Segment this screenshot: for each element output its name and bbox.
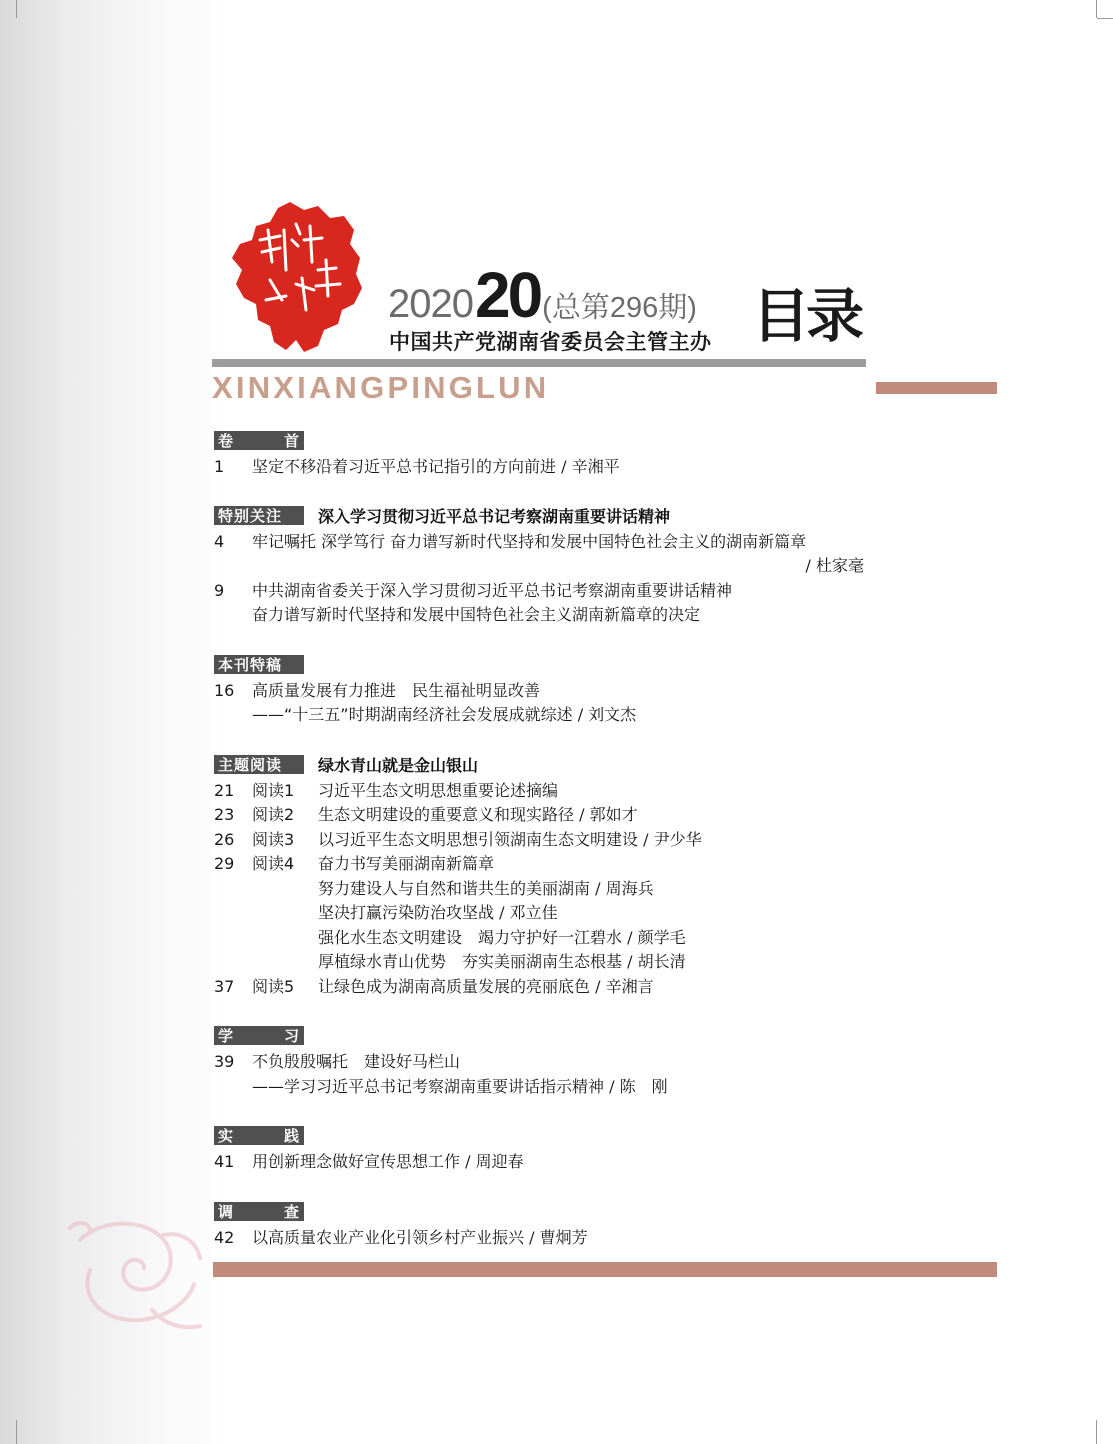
section-juanshou bbox=[214, 430, 914, 480]
issue-number: 20 bbox=[474, 259, 541, 331]
toc-entry[interactable] bbox=[214, 1226, 914, 1251]
section-tag bbox=[214, 1026, 304, 1045]
entry-title: 牢记嘱托 深学笃行 奋力谱写新时代坚持和发展中国特色社会主义的湖南新篇章 bbox=[252, 531, 807, 551]
sub-entry-title: 坚决打赢污染防治攻坚战 bbox=[318, 903, 495, 922]
entry-author: / 颜学毛 bbox=[627, 927, 686, 947]
page-number: 21 bbox=[214, 780, 235, 800]
sub-entry-title: 努力建设人与自然和谐共生的美丽湖南 bbox=[318, 878, 591, 898]
entry-title: 奋力书写美丽湖南新篇章 bbox=[318, 854, 495, 873]
crop-mark-tl bbox=[16, 0, 17, 18]
toc-entry[interactable] bbox=[214, 679, 914, 704]
entry-title: 不负殷殷嘱托 建设好马栏山 bbox=[252, 1052, 461, 1071]
magazine-logo bbox=[226, 200, 366, 360]
tag-char: 首 bbox=[283, 432, 300, 450]
entry-author: / 辛湘言 bbox=[595, 976, 654, 996]
entry-author: / 杜家毫 bbox=[805, 556, 864, 575]
section-shijian bbox=[214, 1125, 914, 1175]
toc-entry[interactable] bbox=[214, 579, 914, 604]
entry-title: 坚定不移沿着习近平总书记指引的方向前进 bbox=[252, 457, 557, 476]
entry-author: / 胡长清 bbox=[627, 952, 686, 971]
toc-entry[interactable] bbox=[214, 828, 914, 853]
tag-char: 调 bbox=[218, 1202, 235, 1221]
sub-entry[interactable] bbox=[214, 877, 914, 902]
page-number: 9 bbox=[214, 580, 225, 600]
section-tag: 主题阅读 bbox=[214, 755, 304, 774]
issue-line bbox=[388, 258, 697, 331]
reading-label: 阅读2 bbox=[252, 805, 295, 824]
section-tag: 特别关注 bbox=[214, 506, 304, 525]
section-zhuti bbox=[214, 754, 914, 1000]
crop-mark-tr bbox=[1096, 0, 1097, 18]
toc-entry[interactable] bbox=[214, 1050, 914, 1075]
entry-subtitle: ——“十三五”时期湖南经济社会发展成就综述 bbox=[252, 705, 573, 724]
sponsor-line: 中国共产党湖南省委员会主管主办 bbox=[389, 329, 712, 354]
page-number: 37 bbox=[214, 976, 235, 996]
header-rule bbox=[212, 359, 866, 367]
section-tag bbox=[214, 1202, 304, 1221]
sub-entry[interactable] bbox=[214, 901, 914, 926]
tag-char: 实 bbox=[218, 1127, 235, 1145]
page-number: 26 bbox=[214, 829, 235, 849]
entry-author: / 辛湘平 bbox=[561, 457, 620, 476]
toc-entry[interactable] bbox=[214, 779, 914, 804]
toc-entry[interactable] bbox=[214, 803, 914, 828]
reading-label: 阅读4 bbox=[252, 854, 295, 873]
tag-char: 查 bbox=[283, 1202, 300, 1221]
page-number: 4 bbox=[214, 531, 225, 551]
section-bengao bbox=[214, 654, 914, 728]
crop-mark-tr-h bbox=[1097, 18, 1113, 19]
entry-author: / 尹少华 bbox=[643, 829, 702, 849]
reading-label: 阅读5 bbox=[252, 976, 295, 996]
section-title: 绿水青山就是金山银山 bbox=[318, 755, 479, 775]
sub-entry[interactable] bbox=[214, 950, 914, 975]
crop-mark-br bbox=[1096, 1420, 1097, 1444]
page-number: 1 bbox=[214, 457, 225, 476]
section-tebie bbox=[214, 505, 914, 628]
toc-entry[interactable] bbox=[214, 852, 914, 877]
entry-title: 生态文明建设的重要意义和现实路径 bbox=[318, 805, 575, 824]
toc-entry[interactable] bbox=[214, 530, 914, 555]
entry-title: 习近平生态文明思想重要论述摘编 bbox=[318, 780, 559, 800]
entry-author: / 周迎春 bbox=[465, 1152, 524, 1171]
entry-title: 中共湖南省委关于深入学习贯彻习近平总书记考察湖南重要讲话精神 bbox=[252, 580, 733, 600]
contents-heading: 目录 bbox=[752, 282, 861, 350]
page-number: 23 bbox=[214, 805, 235, 824]
page-number: 41 bbox=[214, 1152, 235, 1171]
entry-author: / 邓立佳 bbox=[499, 903, 558, 922]
entry-title-cont: 奋力谱写新时代坚持和发展中国特色社会主义湖南新篇章的决定 bbox=[252, 605, 701, 624]
page-number: 42 bbox=[214, 1227, 235, 1247]
table-of-contents bbox=[214, 430, 914, 1250]
tag-char: 卷 bbox=[218, 432, 235, 450]
toc-entry[interactable] bbox=[214, 1150, 914, 1175]
tag-char: 学 bbox=[218, 1027, 235, 1045]
section-xuexi bbox=[214, 1025, 914, 1099]
tag-char: 习 bbox=[283, 1027, 300, 1045]
reading-label: 阅读3 bbox=[252, 829, 295, 849]
entry-title: 高质量发展有力推进 民生福祉明显改善 bbox=[252, 680, 541, 700]
sub-entry[interactable] bbox=[214, 926, 914, 951]
sub-entry-title: 强化水生态文明建设 竭力守护好一江碧水 bbox=[318, 927, 623, 947]
entry-author: / 曹炯芳 bbox=[529, 1227, 588, 1247]
section-tag bbox=[214, 431, 304, 450]
section-diaocha bbox=[214, 1201, 914, 1251]
issue-year: 2020 bbox=[388, 282, 473, 326]
entry-title: 让绿色成为湖南高质量发展的亮丽底色 bbox=[318, 976, 591, 996]
crop-mark-bl bbox=[16, 1420, 17, 1444]
tag-char: 践 bbox=[283, 1127, 300, 1145]
phoenix-watermark-icon bbox=[60, 1200, 210, 1340]
page-number: 39 bbox=[214, 1052, 235, 1071]
entry-author: / 郭如才 bbox=[579, 805, 638, 824]
reading-label: 阅读1 bbox=[252, 780, 295, 800]
page-number: 16 bbox=[214, 680, 235, 700]
entry-title: 以习近平生态文明思想引领湖南生态文明建设 bbox=[318, 829, 639, 849]
section-tag bbox=[214, 1126, 304, 1145]
entry-author: / 陈 刚 bbox=[609, 1076, 668, 1096]
pinyin-accent-bar bbox=[876, 382, 997, 394]
footer-accent-bar bbox=[213, 1262, 997, 1277]
section-title: 深入学习贯彻习近平总书记考察湖南重要讲话精神 bbox=[318, 506, 671, 526]
entry-title: 以高质量农业产业化引领乡村产业振兴 bbox=[252, 1227, 525, 1247]
toc-entry[interactable] bbox=[214, 455, 914, 480]
toc-entry[interactable] bbox=[214, 975, 914, 1000]
section-tag: 本刊特稿 bbox=[214, 655, 304, 674]
sub-entry-title: 厚植绿水青山优势 夯实美丽湖南生态根基 bbox=[318, 952, 623, 971]
entry-title: 用创新理念做好宣传思想工作 bbox=[252, 1152, 461, 1171]
page-number: 29 bbox=[214, 854, 235, 873]
entry-author: / 周海兵 bbox=[595, 878, 654, 898]
entry-subtitle: ——学习习近平总书记考察湖南重要讲话指示精神 bbox=[252, 1076, 605, 1096]
total-issue: (总第296期) bbox=[542, 292, 697, 324]
entry-author: / 刘文杰 bbox=[577, 705, 637, 724]
magazine-pinyin: XINXIANGPINGLUN bbox=[212, 370, 550, 405]
